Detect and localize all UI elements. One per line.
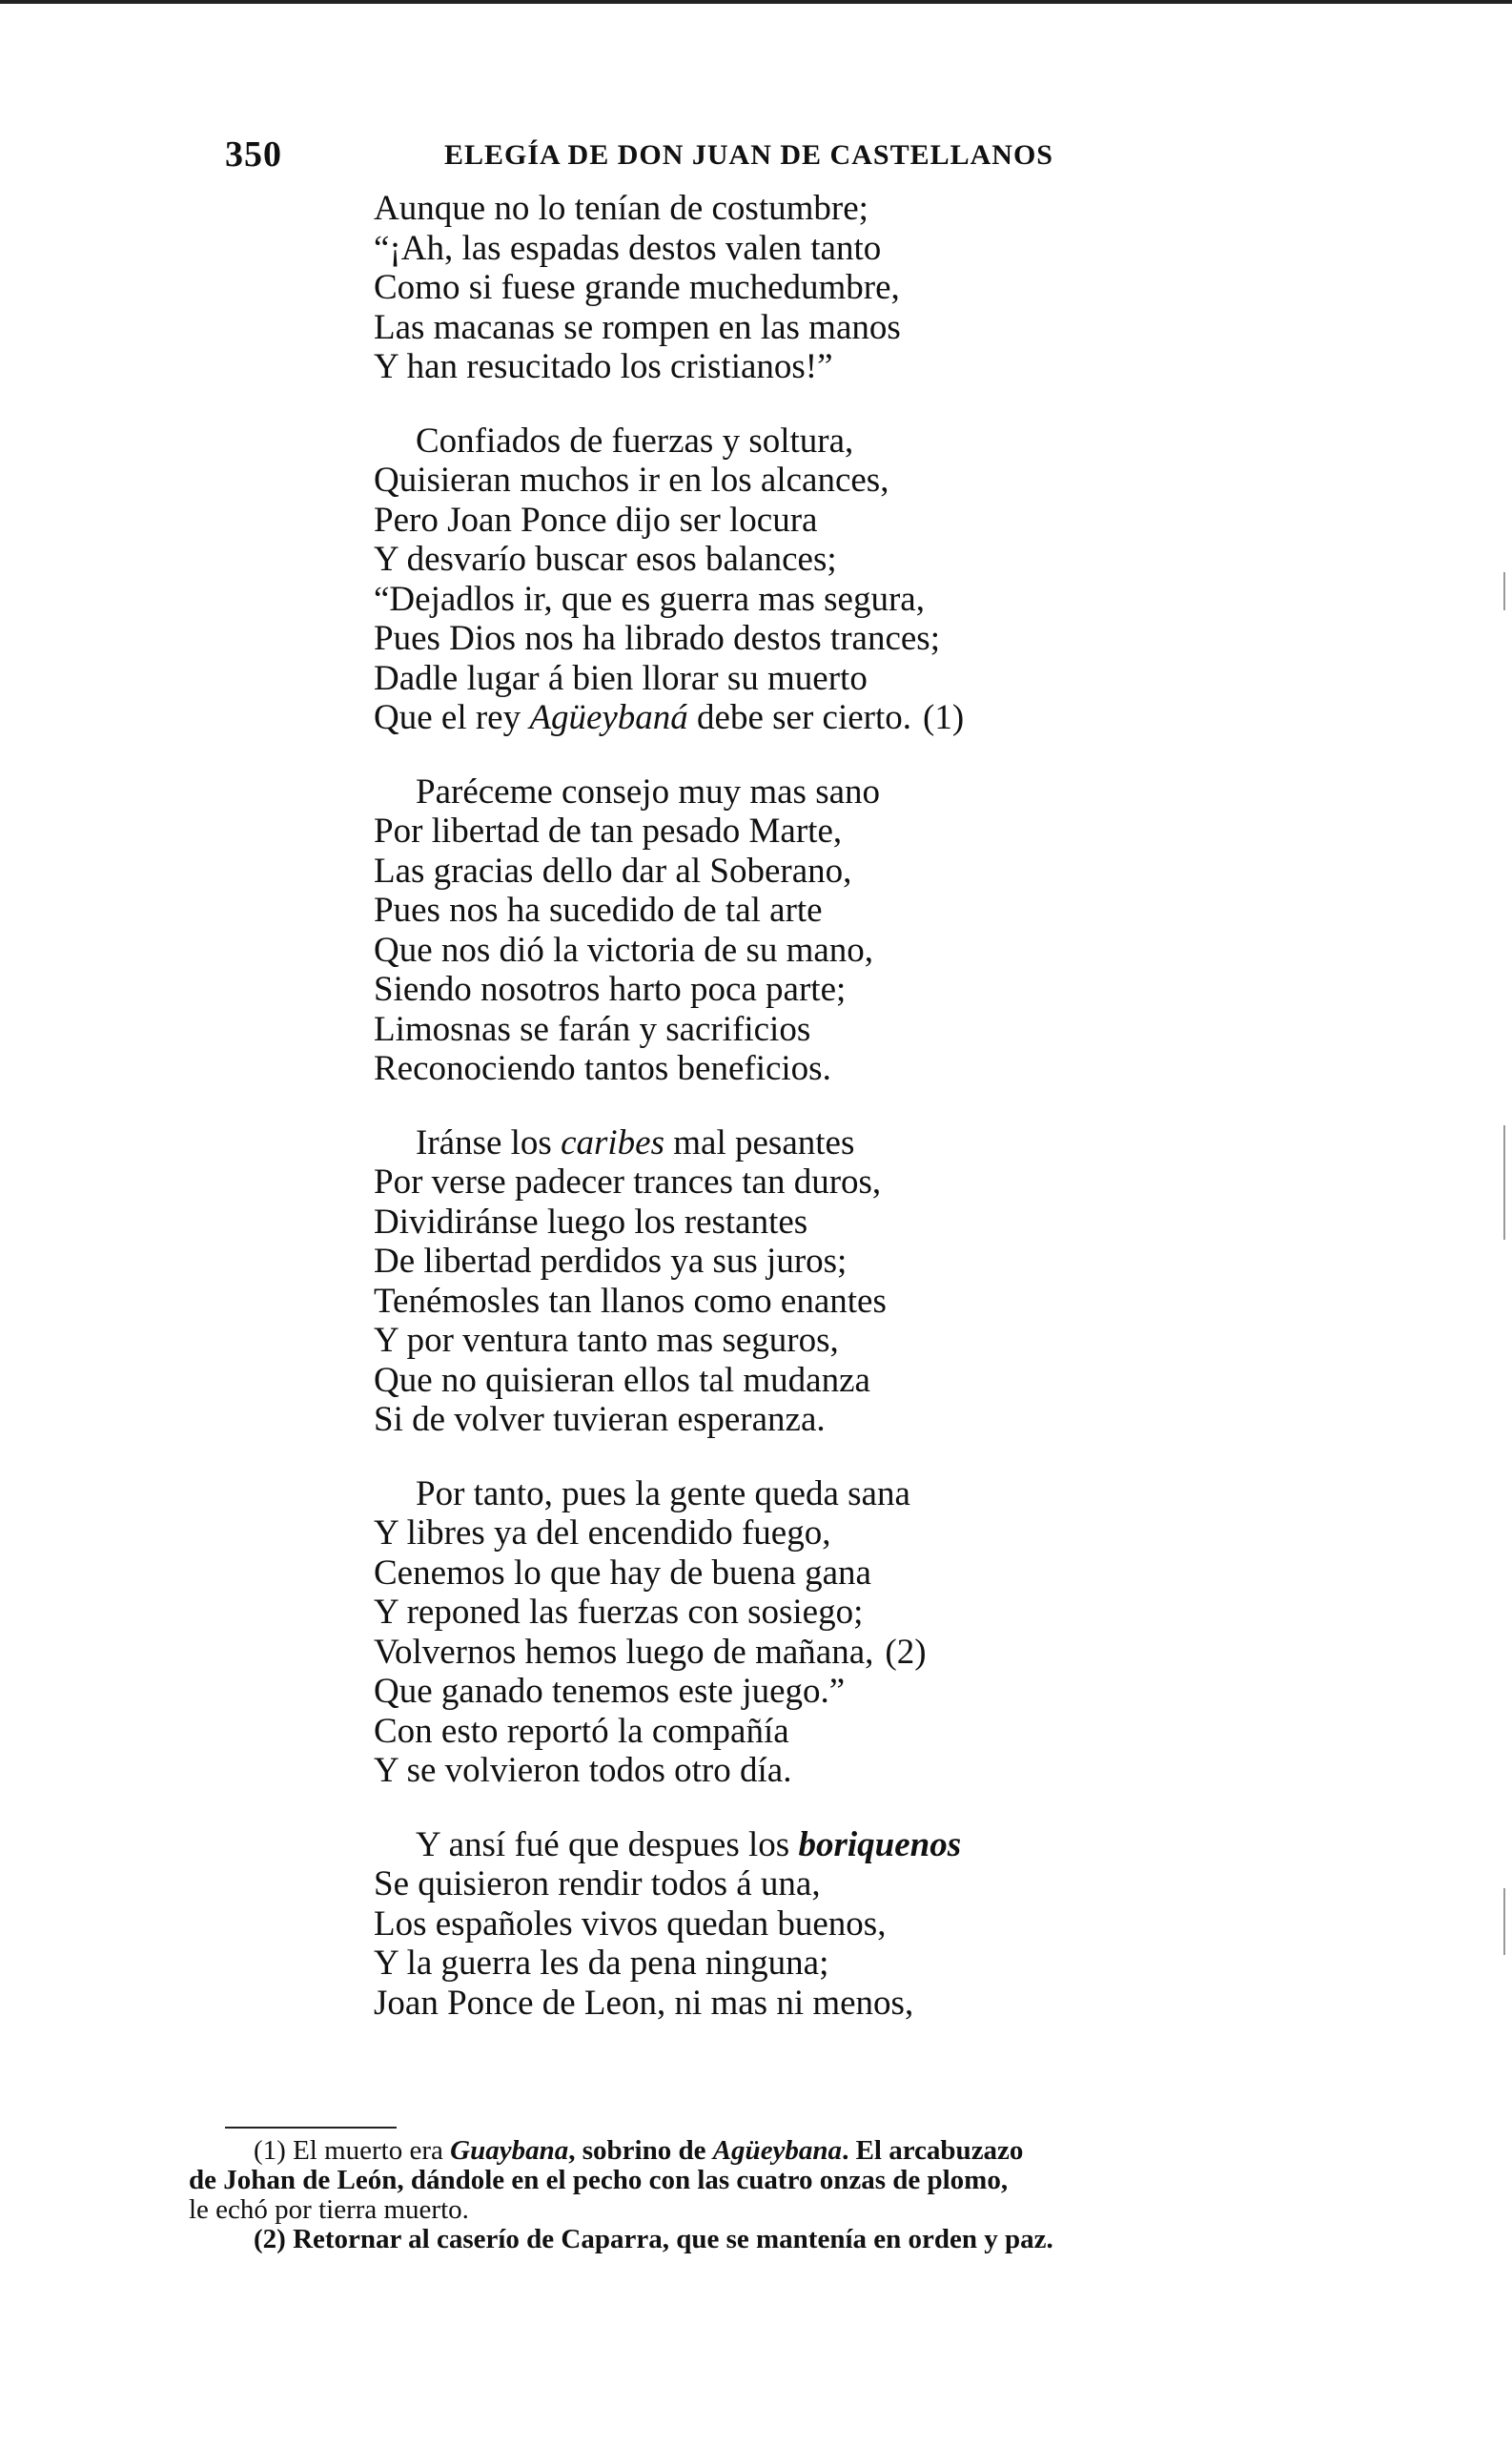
verse-text: “¡Ah, las espadas destos valen tanto: [374, 228, 882, 268]
stanza: [374, 1474, 1327, 1791]
verse-line: [374, 1513, 1327, 1553]
verse-text: Las macanas se rompen en las manos: [374, 307, 901, 347]
verse-line: [374, 422, 1327, 462]
verse-line: [374, 1944, 1327, 1984]
verse-line: [374, 189, 1327, 229]
verse-line: [374, 1123, 1327, 1163]
verse-text: Por libertad de tan pesado Marte,: [374, 812, 843, 851]
verse-line: [374, 229, 1327, 269]
verse-line: [374, 1049, 1327, 1089]
verse-line: [374, 347, 1327, 387]
footnote-reference[interactable]: (2): [885, 1632, 927, 1672]
verse-text: Si de volver tuvieran esperanza.: [374, 1400, 826, 1439]
verse-text: Pero Joan Ponce dijo ser locura: [374, 500, 818, 540]
verse-text: Y ansí fué que despues los: [416, 1824, 799, 1864]
verse-italic-word: Agüeybaná: [529, 698, 688, 737]
footnote-reference[interactable]: (1): [923, 698, 965, 737]
footnote-1-text: El muerto era: [293, 2135, 451, 2166]
verse-line: [374, 580, 1327, 620]
verse-line: [374, 772, 1327, 813]
verse-line: [374, 268, 1327, 308]
verse-line: [374, 619, 1327, 659]
verse-line: [374, 1010, 1327, 1050]
verse-text: Y han resucitado los cristianos!”: [374, 347, 833, 386]
verse-text: Aunque no lo tenían de costumbre;: [374, 189, 868, 228]
verse-line: [374, 1633, 1327, 1673]
verse-text: Joan Ponce de Leon, ni mas ni menos,: [374, 1983, 914, 2023]
verse-line: [374, 1361, 1327, 1401]
verse-line: [374, 891, 1327, 931]
verse-text: Cenemos lo que hay de buena gana: [374, 1553, 871, 1593]
verse-line: [374, 1242, 1327, 1282]
footnotes: [189, 2136, 1371, 2254]
verse-text: Iránse los: [416, 1122, 562, 1162]
verse-text: Que no quisieran ellos tal mudanza: [374, 1360, 870, 1400]
margin-mark: [1503, 1888, 1505, 1955]
verse-text: Que nos dió la victoria de su mano,: [374, 930, 874, 970]
verse-text: Pues Dios nos ha librado destos trances;: [374, 619, 940, 658]
footnote-1-line-2: de Johan de León, dándole en el pecho con las cuatro onzas de plomo,: [189, 2165, 1009, 2195]
verse-line: [374, 501, 1327, 541]
verse-text: Pues nos ha sucedido de tal arte: [374, 891, 823, 930]
verse-line: [374, 1203, 1327, 1243]
verse-text: Las gracias dello dar al Soberano,: [374, 851, 852, 891]
verse-line: [374, 931, 1327, 971]
verse-text: Como si fuese grande muchedumbre,: [374, 268, 900, 307]
stanza: [374, 422, 1327, 738]
verse-text: Y se volvieron todos otro día.: [374, 1751, 792, 1790]
margin-mark: [1503, 572, 1505, 610]
verse-text: Volvernos hemos luego de mañana,: [374, 1632, 874, 1672]
verse-italic-word: caribes: [561, 1122, 665, 1162]
verse-line: [374, 1321, 1327, 1361]
footnote-1-line-1: [189, 2136, 1371, 2166]
verse-text: Y la guerra les da pena ninguna;: [374, 1944, 829, 1983]
margin-mark: [1503, 1125, 1505, 1240]
verse-text: Que el rey: [374, 698, 530, 737]
verse-text: Dadle lugar á bien llorar su muerto: [374, 658, 868, 698]
verse-line: [374, 1593, 1327, 1633]
verse-line: [374, 1904, 1327, 1944]
verse-line: [374, 852, 1327, 892]
verse-text: Paréceme consejo muy mas sano: [416, 771, 881, 812]
footnote-1-text: , sobrino de: [568, 2135, 713, 2166]
footnote-1-mark: (1): [254, 2135, 286, 2166]
verse-text: Los españoles vivos quedan buenos,: [374, 1903, 887, 1944]
verse-line: [374, 461, 1327, 501]
verse-text: Siendo nosotros harto poca parte;: [374, 970, 847, 1009]
verse-line: [374, 812, 1327, 852]
verse-line: [374, 1864, 1327, 1904]
verse-text: Y por ventura tanto mas seguros,: [374, 1321, 839, 1360]
verse-text: Y desvarío buscar esos balances;: [374, 540, 837, 579]
footnote-1-name: Agüeybana: [712, 2135, 843, 2166]
verse-text: Y libres ya del encendido fuego,: [374, 1513, 831, 1553]
verse-text: “Dejadlos ir, que es guerra mas segura,: [374, 579, 925, 619]
verse-line: [374, 1712, 1327, 1752]
footnote-1-line-3: le echó por tierra muerto.: [189, 2194, 469, 2225]
footnote-1-text: . El arcabuzazo: [842, 2135, 1024, 2166]
verse-text: Por tanto, pues la gente queda sana: [416, 1473, 910, 1513]
verse-line: [374, 1751, 1327, 1791]
verse-text: Que ganado tenemos este juego.”: [374, 1672, 846, 1711]
verse-line: [374, 1400, 1327, 1440]
top-edge-rule: [0, 0, 1512, 4]
verse-line: [374, 698, 1327, 738]
verse-line: [374, 1825, 1327, 1865]
verse-line: [374, 1474, 1327, 1514]
verse-text: debe ser cierto.: [687, 698, 912, 737]
verse-text: Tenémosles tan llanos como enantes: [374, 1281, 887, 1321]
verse-line: [374, 308, 1327, 348]
verse-text: Se quisieron rendir todos á una,: [374, 1864, 821, 1903]
poem-body: [374, 189, 1327, 2057]
verse-line: [374, 1282, 1327, 1322]
page-header: [225, 134, 1255, 181]
verse-text: Dividiránse luego los restantes: [374, 1202, 808, 1242]
footnote-1-name: Guaybana: [450, 2135, 569, 2166]
verse-line: [374, 1162, 1327, 1203]
verse-text: Quisieran muchos ir en los alcances,: [374, 461, 889, 500]
verse-text: Reconociendo tantos beneficios.: [374, 1049, 831, 1088]
verse-text: Confiados de fuerzas y soltura,: [416, 421, 854, 461]
footnote-2-text: Retornar al caserío de Caparra, que se mantenía en orden y paz.: [293, 2224, 1053, 2254]
verse-line: [374, 1984, 1327, 2024]
stanza: [374, 772, 1327, 1089]
verse-line: [374, 659, 1327, 699]
stanza: [374, 1825, 1327, 2024]
verse-italic-word: boriquenos: [798, 1824, 962, 1864]
footnote-2-mark: (2): [254, 2224, 286, 2254]
running-title: ELEGÍA DE DON JUAN DE CASTELLANOS: [444, 139, 1053, 171]
footnote-2-line: [189, 2225, 1371, 2254]
stanza: [374, 189, 1327, 387]
verse-line: [374, 970, 1327, 1010]
stanza: [374, 1123, 1327, 1440]
verse-text: Con esto reportó la compañía: [374, 1711, 789, 1751]
verse-text: Y reponed las fuerzas con sosiego;: [374, 1593, 864, 1632]
verse-line: [374, 1672, 1327, 1712]
verse-text: mal pesantes: [664, 1122, 855, 1162]
footnote-1: [189, 2136, 1371, 2225]
verse-line: [374, 540, 1327, 580]
verse-text: Por verse padecer trances tan duros,: [374, 1162, 882, 1202]
verse-text: Limosnas se farán y sacrificios: [374, 1009, 811, 1049]
page-number: 350: [225, 134, 282, 175]
footnote-divider: [225, 2127, 397, 2129]
verse-line: [374, 1553, 1327, 1594]
verse-text: De libertad perdidos ya sus juros;: [374, 1242, 848, 1281]
footnote-2: [189, 2225, 1371, 2254]
